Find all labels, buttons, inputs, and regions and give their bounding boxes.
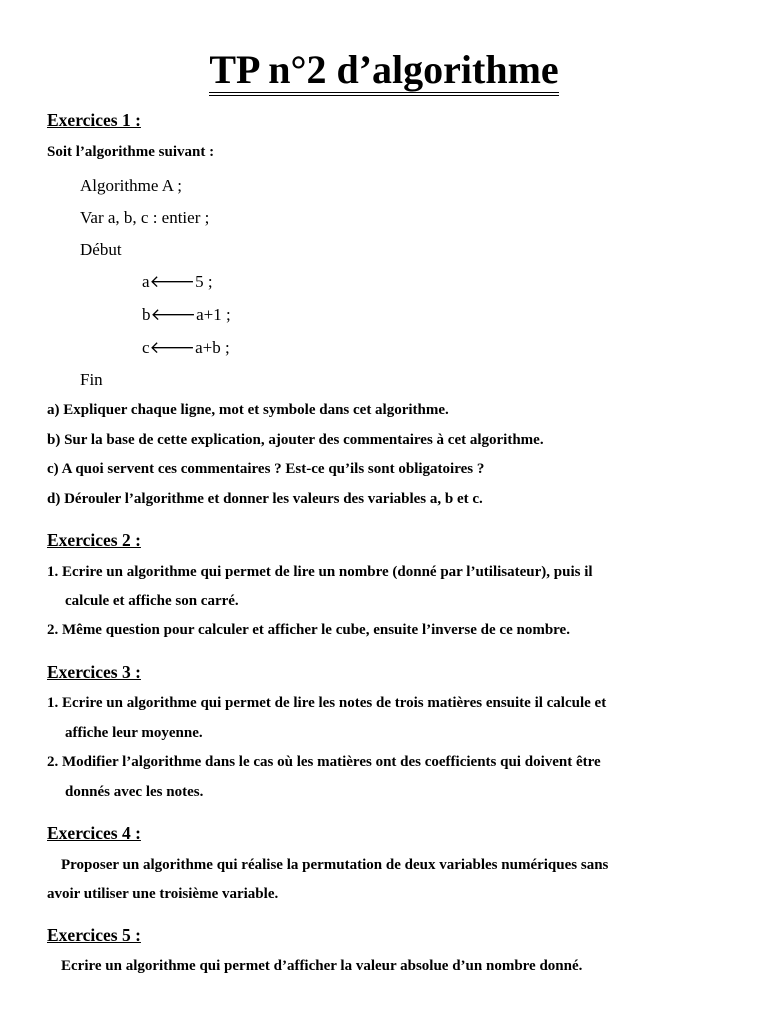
exercise-3-line-2: affiche leur moyenne. <box>65 725 203 741</box>
code-line-2: Var a, b, c : entier ; <box>80 208 210 227</box>
exercise-5-heading: Exercices 5 : <box>47 925 141 945</box>
exercise-3-line-3: 2. Modifier l’algorithme dans le cas où les matières ont des coefficients qui doivent être <box>47 754 601 770</box>
code-line-6: c🡐a+b ; <box>142 338 230 357</box>
exercise-3-heading: Exercices 3 : <box>47 662 141 682</box>
exercise-1-question-c: c) A quoi servent ces commentaires ? Est-ce qu’ils sont obligatoires ? <box>47 461 485 477</box>
code-line-1: Algorithme A ; <box>80 176 182 195</box>
exercise-2-line-2: calcule et affiche son carré. <box>65 593 239 609</box>
exercise-1-question-b: b) Sur la base de cette explication, ajouter des commentaires à cet algorithme. <box>47 432 544 448</box>
exercise-1-intro: Soit l’algorithme suivant : <box>47 144 215 160</box>
exercise-4-line-2: avoir utiliser une troisième variable. <box>47 886 279 902</box>
code-line-5: b🡐a+1 ; <box>142 305 231 324</box>
page-title <box>0 46 768 96</box>
page-title-text: TP n°2 d’algorithme <box>209 48 558 96</box>
exercise-2-line-1: 1. Ecrire un algorithme qui permet de lire un nombre (donné par l’utilisateur), puis il <box>47 564 593 580</box>
exercise-5-line-1: Ecrire un algorithme qui permet d’afficher la valeur absolue d’un nombre donné. <box>61 958 583 974</box>
exercise-1-heading: Exercices 1 : <box>47 110 141 130</box>
code-line-7: Fin <box>80 370 103 389</box>
exercise-3-line-1: 1. Ecrire un algorithme qui permet de lire les notes de trois matières ensuite il calcule et <box>47 695 607 711</box>
exercise-3-line-4: donnés avec les notes. <box>65 784 204 800</box>
code-line-4: a🡐5 ; <box>142 272 213 291</box>
exercise-4-heading: Exercices 4 : <box>47 823 141 843</box>
exercise-2-line-3: 2. Même question pour calculer et afficher le cube, ensuite l’inverse de ce nombre. <box>47 622 570 638</box>
exercise-4-line-1: Proposer un algorithme qui réalise la permutation de deux variables numériques sans <box>61 857 609 873</box>
exercise-1-question-a: a) Expliquer chaque ligne, mot et symbole dans cet algorithme. <box>47 402 449 418</box>
exercise-1-question-d: d) Dérouler l’algorithme et donner les valeurs des variables a, b et c. <box>47 491 483 507</box>
code-line-3: Début <box>80 240 122 259</box>
exercise-2-heading: Exercices 2 : <box>47 530 141 550</box>
